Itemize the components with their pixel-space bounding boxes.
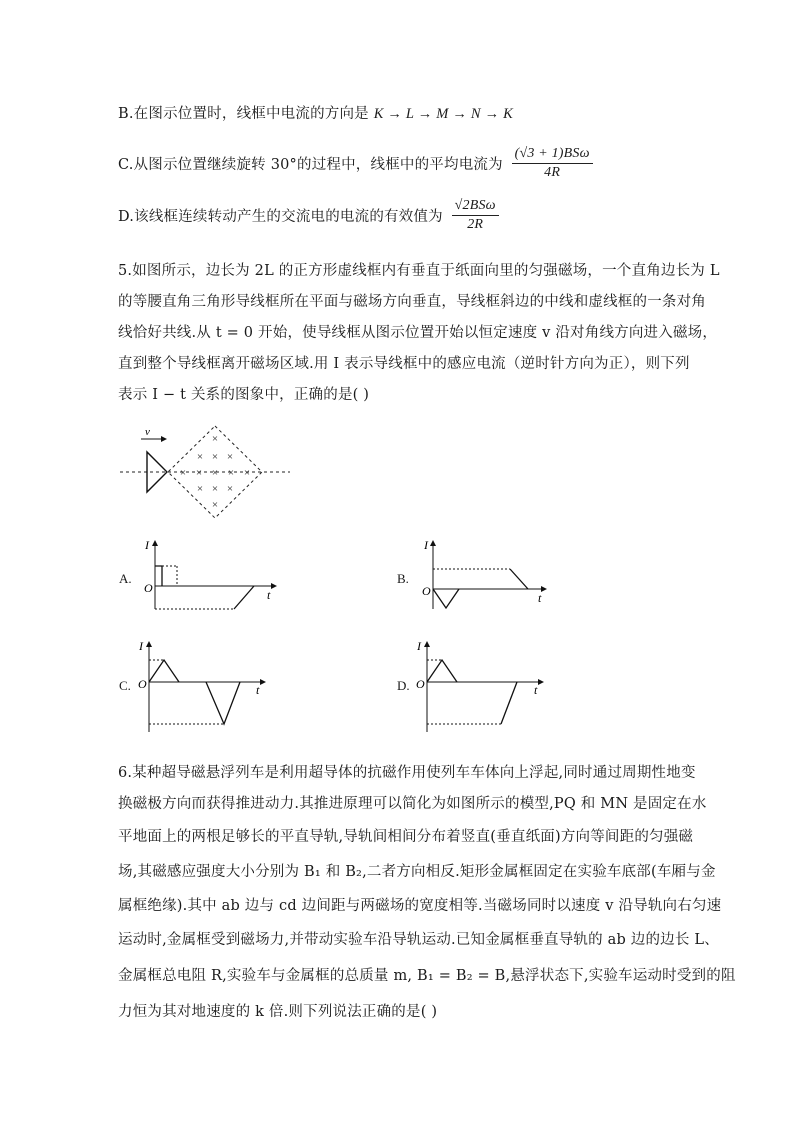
velocity-label: v: [145, 426, 150, 438]
graph-c-y-label: I: [139, 639, 143, 653]
option-b-expr: K → L → M → N → K: [373, 106, 513, 122]
field-mark: ×: [226, 451, 234, 463]
q6-line-7: 金属框总电阻 R,实验车与金属框的总质量 m, B₁ = B₂ = B,悬浮状态下,实验车运动时受到的阻: [118, 968, 736, 984]
velocity-arrow-head: [161, 436, 167, 442]
graph-b-y-arrow: [430, 540, 436, 546]
graph-a-label: A.: [119, 571, 132, 586]
graph-c-curve: [206, 682, 240, 724]
q5-line-2: 的等腰直角三角形导线框所在平面与磁场方向垂直，导线框斜边的中线和虚线框的一条对角: [118, 294, 706, 310]
field-mark: ×: [211, 467, 219, 479]
graph-c-label: C.: [119, 678, 131, 693]
graph-d-x-arrow: [538, 679, 544, 685]
graph-d-y-arrow: [424, 641, 430, 647]
graph-d-label: D.: [397, 678, 410, 693]
graph-c: [134, 638, 274, 738]
field-mark: ×: [196, 483, 204, 495]
field-mark: ×: [211, 433, 219, 445]
graph-d-curve: [501, 682, 517, 724]
q5-line-4: 直到整个导线框离开磁场区域.用 I 表示导线框中的感应电流（逆时针方向为正），则下列: [118, 356, 690, 372]
option-b: [118, 102, 513, 123]
graph-a-x-arrow: [271, 583, 277, 589]
option-c-numerator: (√3 + 1)BSω: [512, 146, 593, 164]
option-c-text: C.从图示位置继续旋转 30°的过程中，线框中的平均电流为: [118, 157, 503, 173]
option-c: [118, 146, 593, 181]
option-c-fraction: [512, 146, 593, 181]
graph-b-origin: O: [422, 584, 431, 598]
graph-d-x-label: t: [534, 683, 538, 697]
graph-b-y-label: I: [424, 538, 428, 552]
q5-figure: [115, 420, 300, 525]
graph-d-y-label: I: [417, 639, 421, 653]
q6-line-1: 6.某种超导磁悬浮列车是利用超导体的抗磁作用使列车车体向上浮起,同时通过周期性地变: [118, 765, 696, 781]
q6-line-2: 换磁极方向而获得推进动力.其推进原理可以简化为如图所示的模型,PQ 和 MN 是固定在水: [118, 796, 707, 812]
graph-b-x-label: t: [538, 591, 542, 605]
q6-line-4: 场,其磁感应强度大小分别为 B₁ 和 B₂,二者方向相反.矩形金属框固定在实验车底部(车厢与金: [118, 864, 716, 880]
q6-line-5: 属框绝缘).其中 ab 边与 cd 边间距与两磁场的宽度相等.当磁场同时以速度 v 沿导轨向右匀速: [118, 898, 722, 914]
q6-line-3: 平地面上的两根足够长的平直导轨,导轨间相间分布着竖直(垂直纸面)方向等间距的匀强磁: [118, 829, 694, 845]
graph-c-x-arrow: [260, 679, 266, 685]
graph-a-x-label: t: [267, 588, 271, 602]
option-d-numerator: √2BSω: [452, 198, 499, 216]
field-mark: ×: [211, 451, 219, 463]
graph-c-y-arrow: [146, 641, 152, 647]
graph-a-curve: [234, 586, 254, 609]
field-mark: ×: [243, 467, 251, 479]
graph-d: [412, 638, 552, 738]
option-d: [118, 198, 499, 233]
graph-b: [418, 537, 558, 617]
field-marks: [180, 433, 250, 511]
q5-line-5: 表示 I − t 关系的图象中，正确的是( ): [118, 387, 370, 403]
option-d-text: D.该线框连续转动产生的交流电的电流的有效值为: [118, 209, 443, 225]
q6-line-8: 力恒为其对地速度的 k 倍.则下列说法正确的是( ): [118, 1004, 438, 1020]
graph-d-curve: [427, 660, 457, 682]
graph-b-x-arrow: [541, 586, 547, 592]
option-b-text: B.在图示位置时，线框中电流的方向是: [118, 106, 369, 122]
q6-line-6: 运动时,金属框受到磁场力,并带动实验车沿导轨运动.已知金属框垂直导轨的 ab 边的边长 L、: [118, 932, 719, 948]
graph-b-label: B.: [397, 571, 409, 586]
field-mark: ×: [196, 451, 204, 463]
field-mark: ×: [195, 467, 203, 479]
q5-line-3: 线恰好共线.从 t = 0 开始，使导线框从图示位置开始以恒定速度 v 沿对角线方向进入磁场，: [118, 325, 718, 341]
option-c-denominator: 4R: [544, 165, 561, 180]
graph-c-origin: O: [138, 677, 147, 691]
graph-a-curve: [155, 566, 162, 586]
field-mark: ×: [227, 467, 235, 479]
graph-a-y-label: I: [145, 538, 149, 552]
field-mark: ×: [226, 483, 234, 495]
graph-a-y-arrow: [152, 540, 158, 546]
field-mark: ×: [179, 467, 187, 479]
q5-line-1: 5.如图所示，边长为 2L 的正方形虚线框内有垂直于纸面向里的匀强磁场，一个直角边长为 L: [118, 263, 720, 279]
graph-c-curve: [149, 660, 179, 682]
graph-b-curve: [433, 589, 459, 608]
option-d-fraction: [452, 198, 499, 233]
graph-b-curve: [510, 569, 528, 589]
field-mark: ×: [211, 499, 219, 511]
graph-c-x-label: t: [256, 683, 260, 697]
graph-a-origin: O: [144, 581, 153, 595]
option-d-denominator: 2R: [467, 217, 484, 232]
field-mark: ×: [211, 483, 219, 495]
graph-a: [140, 537, 280, 617]
graph-d-origin: O: [416, 677, 425, 691]
